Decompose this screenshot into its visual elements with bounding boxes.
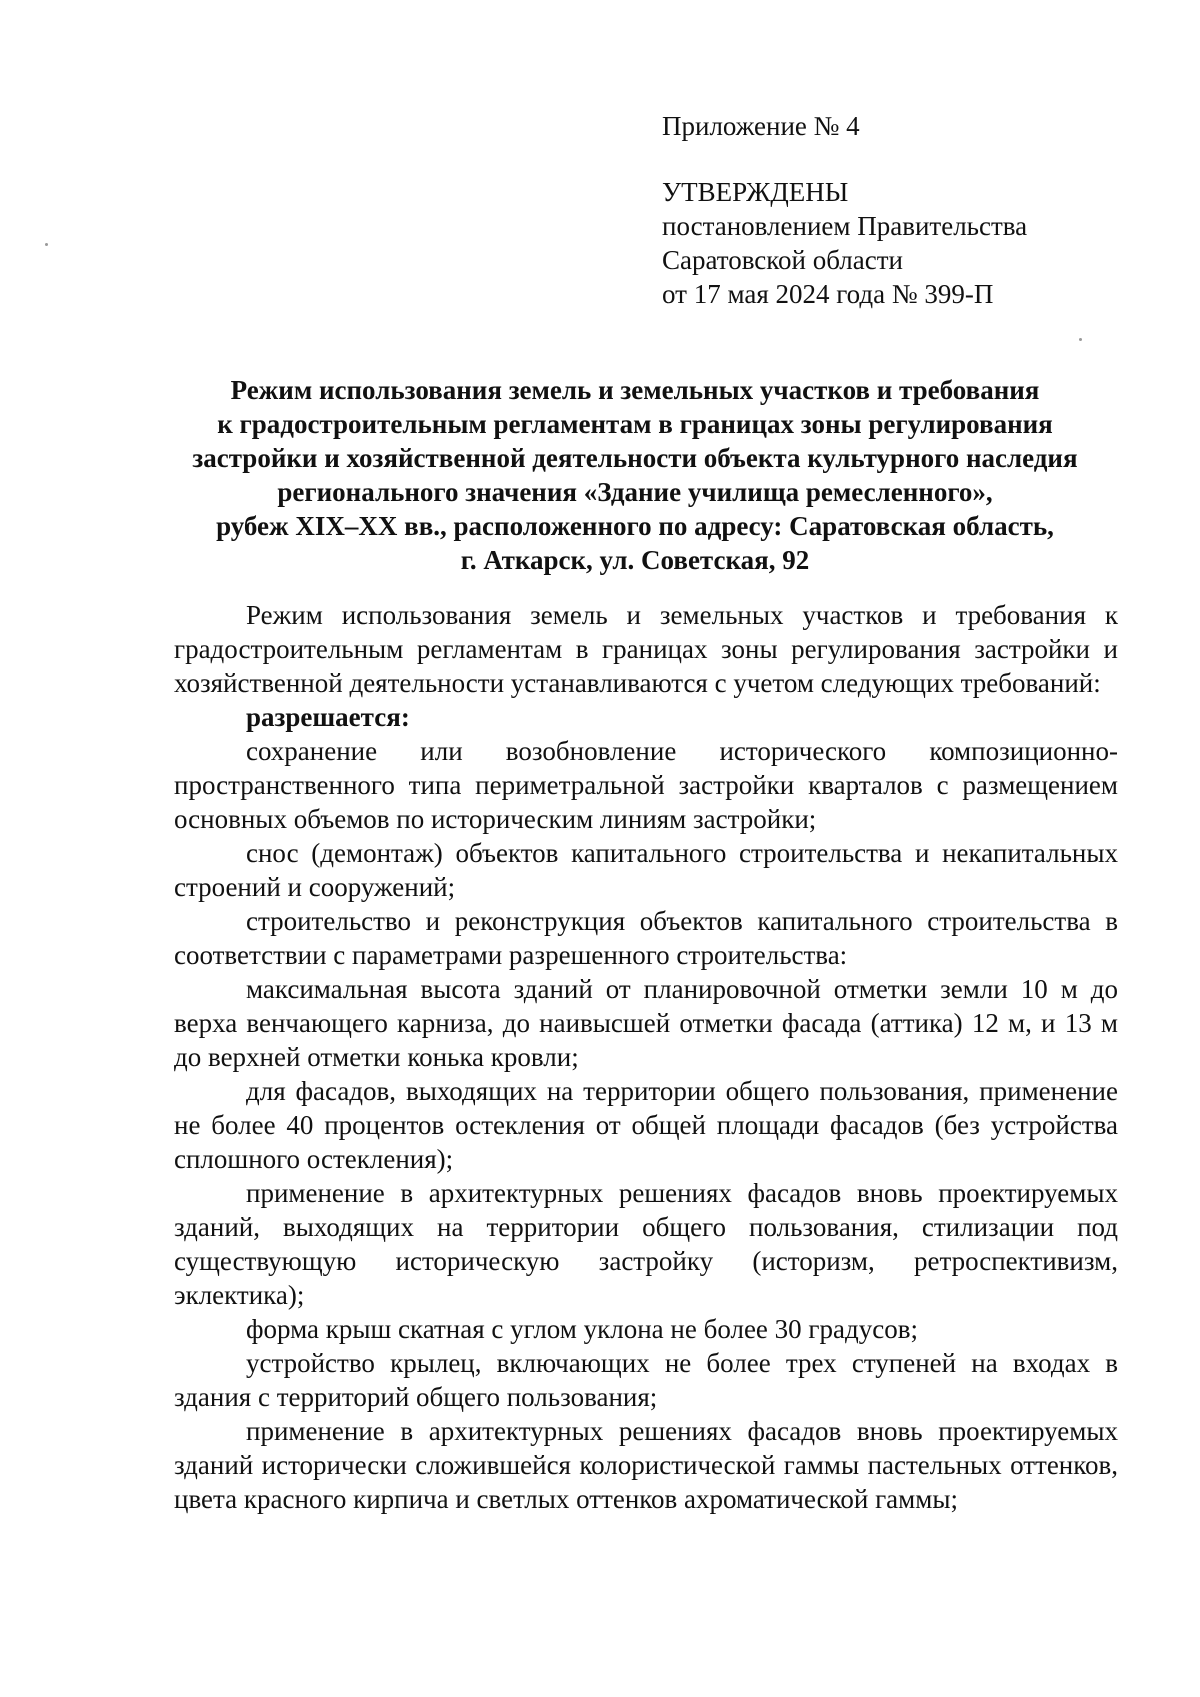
title-line: застройки и хозяйственной деятельности объекта культурного наследия: [192, 443, 1078, 473]
approval-title: УТВЕРЖДЕНЫ: [662, 177, 849, 207]
title-line: г. Аткарск, ул. Советская, 92: [460, 545, 810, 575]
allowed-heading: разрешается:: [246, 702, 410, 732]
scan-speck: [45, 243, 48, 246]
list-item: форма крыш скатная с углом уклона не более 30 градусов;: [246, 1314, 918, 1344]
list-item: снос (демонтаж) объектов капитального строительства и некапитальных строений и сооружений;: [174, 838, 1118, 902]
list-item: строительство и реконструкция объектов капитального строительства в соответствии с параметрами разрешенного строительства:: [174, 906, 1118, 970]
intro-paragraph: Режим использования земель и земельных участков и требования к градостроительным регламентам в границах зоны регулирования застройки и хозяйственной деятельности устанавливаются с учетом следующих требований:: [174, 600, 1118, 698]
scan-speck: [1079, 338, 1082, 341]
title-line: Режим использования земель и земельных участков и требования: [230, 375, 1040, 405]
title-line: рубеж XIX–XX вв., расположенного по адресу: Саратовская область,: [216, 511, 1054, 541]
list-item: максимальная высота зданий от планировочной отметки земли 10 м до верха венчающего карниза, до наивысшей отметки фасада (аттика) 12 м, и 13 м до верхней отметки конька кровли;: [174, 974, 1118, 1072]
approval-line: Саратовской области: [662, 245, 903, 275]
document-title: [160, 373, 1110, 577]
approval-date-line: от 17 мая 2024 года № 399-П: [662, 279, 994, 309]
document-body: [174, 598, 1118, 1516]
list-item: применение в архитектурных решениях фасадов вновь проектируемых зданий, выходящих на территории общего пользования, стилизации под существующую историческую застройку (историзм, ретроспективизм, эклектика);: [174, 1178, 1118, 1310]
list-item: применение в архитектурных решениях фасадов вновь проектируемых зданий исторически сложившейся колористической гаммы пастельных оттенков, цвета красного кирпича и светлых оттенков ахроматической гаммы;: [174, 1416, 1118, 1514]
list-item: для фасадов, выходящих на территории общего пользования, применение не более 40 процентов остекления от общей площади фасадов (без устройства сплошного остекления);: [174, 1076, 1118, 1174]
approval-line: постановлением Правительства: [662, 211, 1028, 241]
list-item: сохранение или возобновление исторического композиционно-пространственного типа периметральной застройки кварталов с размещением основных объемов по историческим линиям застройки;: [174, 736, 1118, 834]
title-line: к градостроительным регламентам в границах зоны регулирования: [217, 409, 1053, 439]
appendix-label: Приложение № 4: [662, 111, 860, 141]
list-item: устройство крылец, включающих не более трех ступеней на входах в здания с территорий общего пользования;: [174, 1348, 1118, 1412]
title-line: регионального значения «Здание училища ремесленного»,: [277, 477, 993, 507]
approval-block: [662, 175, 1142, 311]
